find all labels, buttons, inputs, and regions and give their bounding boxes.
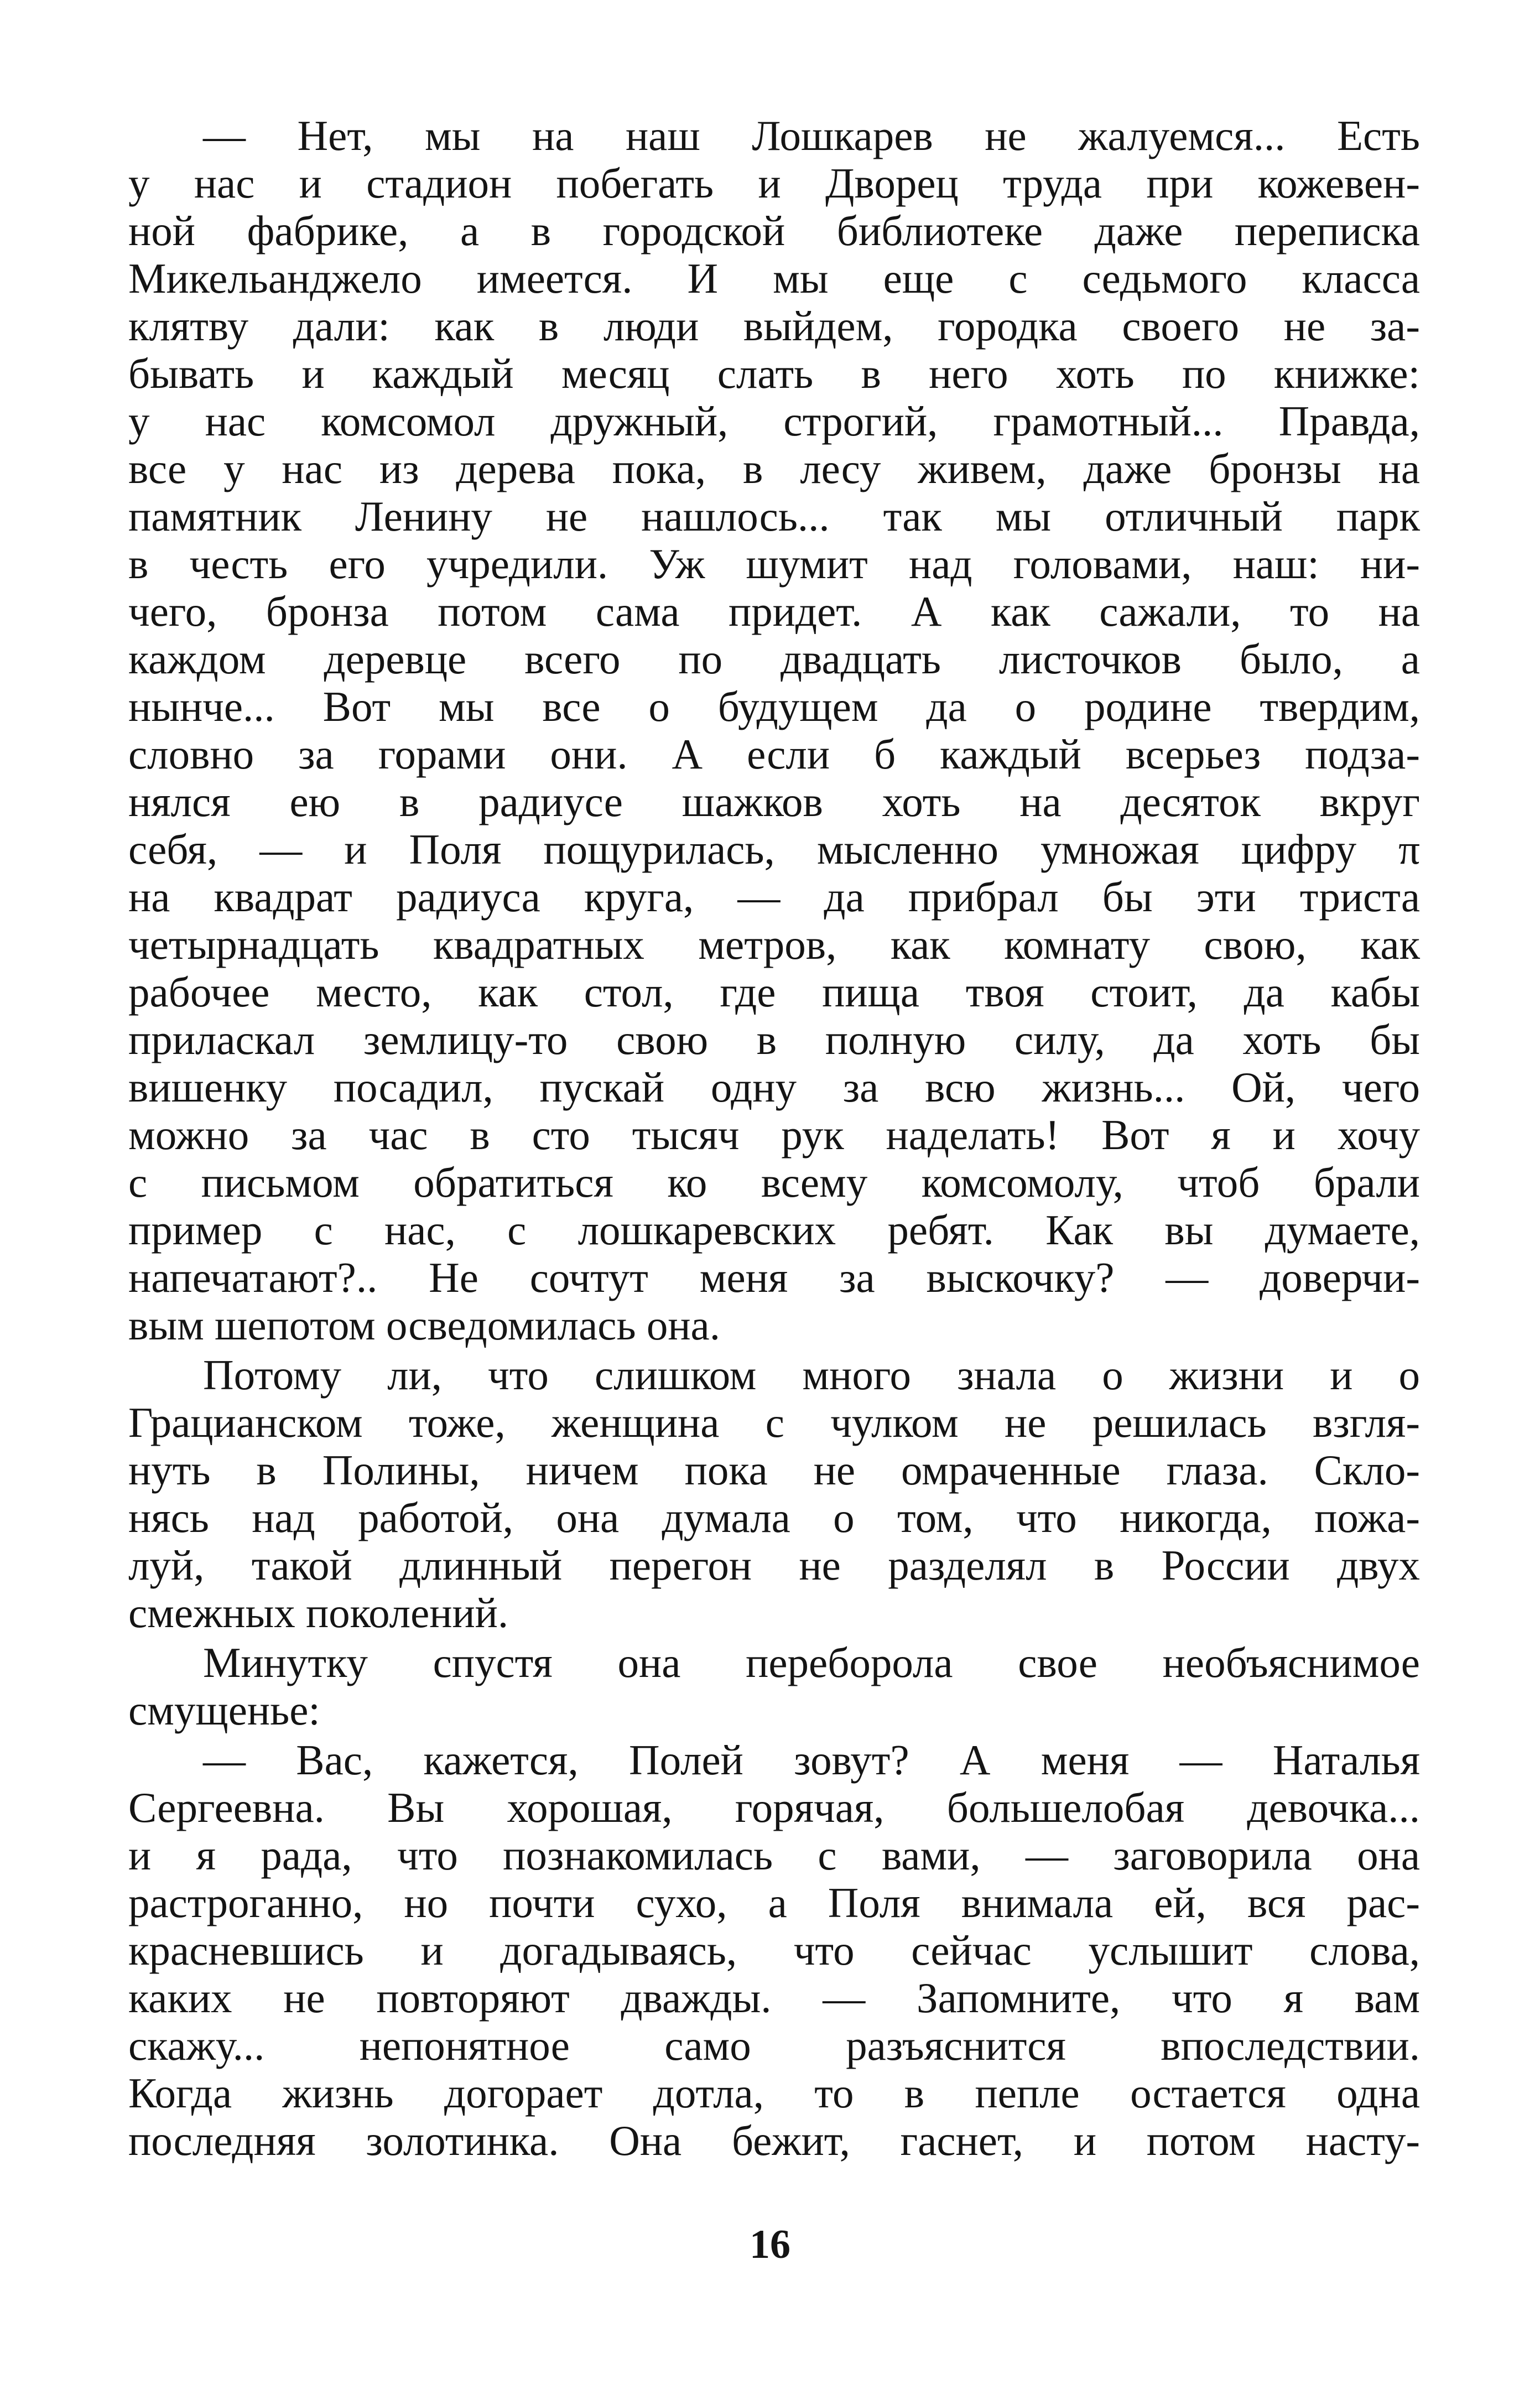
text-line: Грацианском тоже, женщина с чулком не решилась взгля- [128,1399,1420,1446]
text-line: у нас комсомол дружный, строгий, грамотный... Правда, [128,397,1420,445]
text-line: — Нет, мы на наш Лошкарев не жалуемся... Есть [203,112,1420,159]
text-line: Минутку спустя она переборола свое необъяснимое [203,1639,1420,1686]
text-line: памятник Ленину не нашлось... так мы отличный парк [128,492,1420,540]
text-line: — Вас, кажется, Полей зовут? А меня — Наталья [203,1736,1420,1784]
text-line: Микельанджело имеется. И мы еще с седьмого класса [128,254,1420,302]
text-line: Когда жизнь догорает дотла, то в пепле остается одна [128,2069,1420,2117]
text-line: красневшись и догадываясь, что сейчас услышит слова, [128,1926,1420,1974]
text-line: с письмом обратиться ко всему комсомолу, чтоб брали [128,1159,1420,1206]
text-line: напечатают?.. Не сочтут меня за выскочку? — доверчи- [128,1254,1420,1301]
text-line: все у нас из дерева пока, в лесу живем, даже бронзы на [128,445,1420,492]
text-line: нуть в Полины, ничем пока не омраченные глаза. Скло- [128,1446,1420,1494]
text-line: клятву дали: как в люди выйдем, городка своего не за- [128,302,1420,350]
text-line: нялся ею в радиусе шажков хоть на десяток вкруг [128,778,1420,825]
page-number: 16 [750,2222,790,2267]
text-line: каждом деревце всего по двадцать листочков было, а [128,635,1420,683]
text-line: и я рада, что познакомилась с вами, — заговорила она [128,1831,1420,1879]
text-line: каких не повторяют дважды. — Запомните, что я вам [128,1974,1420,2022]
text-line: бывать и каждый месяц слать в него хоть по книжке: [128,350,1420,397]
text-line: в честь его учредили. Уж шумит над головами, наш: ни- [128,540,1420,588]
text-line: чего, бронза потом сама придет. А как сажали, то на [128,588,1420,635]
text-line: скажу... непонятное само разъяснится впоследствии. [128,2022,1420,2069]
text-line: приласкал землицу-то свою в полную силу, да хоть бы [128,1016,1420,1063]
text-line: нясь над работой, она думала о том, что никогда, пожа- [128,1494,1420,1541]
text-line: последняя золотинка. Она бежит, гаснет, и потом насту- [128,2117,1420,2164]
text-line: вым шепотом осведомилась она. [128,1301,720,1349]
text-line: Сергеевна. Вы хорошая, горячая, большелобая девочка... [128,1784,1420,1831]
text-line: ной фабрике, а в городской библиотеке даже переписка [128,207,1420,254]
text-line: можно за час в сто тысяч рук наделать! Вот я и хочу [128,1111,1420,1159]
text-line: рабочее место, как стол, где пища твоя стоит, да кабы [128,968,1420,1016]
text-line: смущенье: [128,1686,320,1734]
text-line: растроганно, но почти сухо, а Поля внимала ей, вся рас- [128,1879,1420,1926]
text-line: вишенку посадил, пускай одну за всю жизнь... Ой, чего [128,1063,1420,1111]
text-line: луй, такой длинный перегон не разделял в России двух [128,1541,1420,1589]
text-line: смежных поколений. [128,1589,509,1637]
text-line: Потому ли, что слишком много знала о жизни и о [203,1351,1420,1399]
text-line: четырнадцать квадратных метров, как комнату свою, как [128,921,1420,968]
text-line: словно за горами они. А если б каждый всерьез подза- [128,730,1420,778]
text-line: себя, — и Поля пощурилась, мысленно умножая цифру π [128,825,1420,873]
text-line: нынче... Вот мы все о будущем да о родине твердим, [128,683,1420,730]
text-line: на квадрат радиуса круга, — да прибрал бы эти триста [128,873,1420,921]
text-line: у нас и стадион побегать и Дворец труда при кожевен- [128,159,1420,207]
text-line: пример с нас, с лошкаревских ребят. Как вы думаете, [128,1206,1420,1254]
